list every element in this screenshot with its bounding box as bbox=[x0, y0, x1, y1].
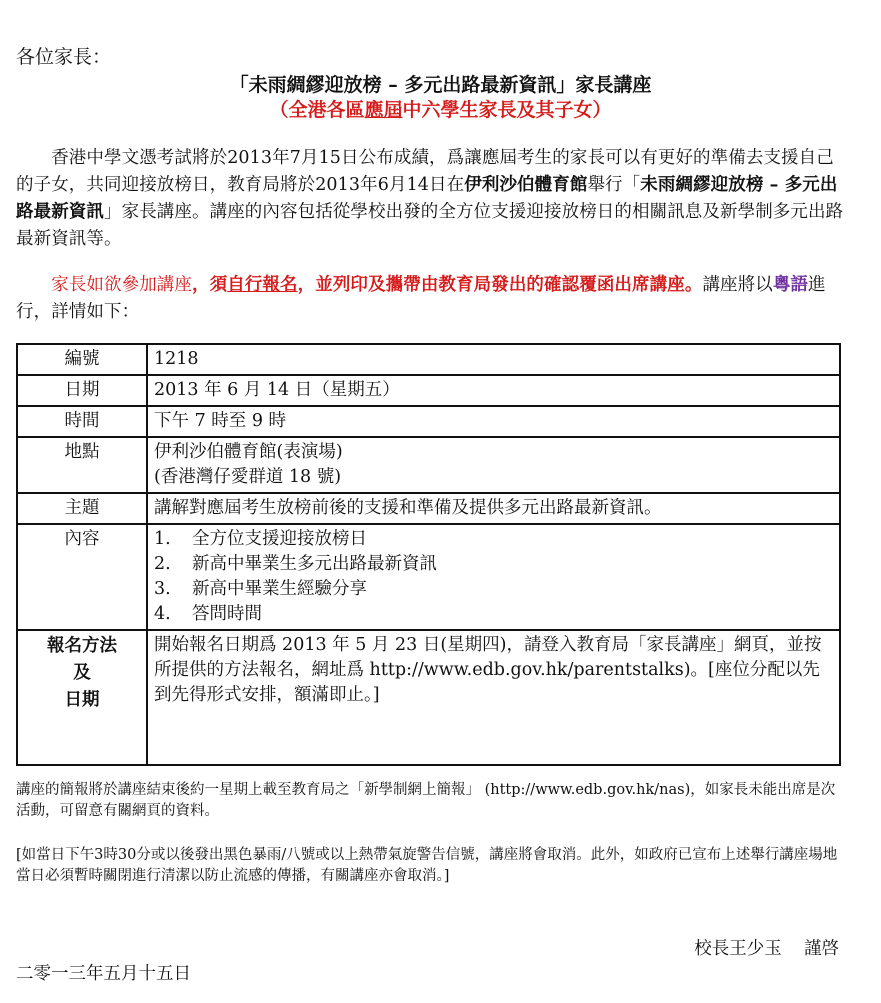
registration-label-line-3: 日期 bbox=[64, 690, 100, 710]
intro-talk-name: 未雨綢繆迎放榜 – 多元出路最新資訊 bbox=[16, 175, 838, 222]
number-label: 編號 bbox=[17, 344, 147, 375]
topic-label: 主題 bbox=[17, 493, 147, 524]
venue-line-1: 伊利沙伯體育館(表演場) bbox=[154, 442, 343, 462]
time-value: 下午 7 時至 9 時 bbox=[147, 406, 840, 437]
list-item bbox=[154, 602, 833, 627]
table-row bbox=[17, 406, 840, 437]
list-item-number: 1. bbox=[154, 529, 171, 549]
presentation-note: 講座的簡報將於講座結束後約一星期上載至教育局之「新學制網上簡報」 (http://www.edb.gov.hk/nas)，如家長未能出席是次活動，可留意有關網頁的資料。 bbox=[16, 782, 836, 819]
subtitle-suffix: 中六學生家長及其子女） bbox=[402, 99, 612, 121]
venue-label: 地點 bbox=[17, 437, 147, 493]
topic-value: 講解對應屆考生放榜前後的支援和準備及提供多元出路最新資訊。 bbox=[147, 493, 840, 524]
registration-label-line-1: 報名方法 bbox=[47, 636, 117, 656]
table-row bbox=[17, 524, 840, 630]
list-item-text: 答問時間 bbox=[192, 604, 262, 624]
table-row bbox=[17, 630, 840, 765]
talk-subtitle bbox=[0, 95, 881, 122]
list-item bbox=[154, 552, 833, 577]
list-item-number: 3. bbox=[154, 579, 171, 599]
subtitle-underlined: 應屆 bbox=[364, 99, 403, 121]
table-row bbox=[17, 437, 840, 493]
list-item-number: 4. bbox=[154, 604, 171, 624]
date-value: 2013 年 6 月 14 日（星期五） bbox=[147, 375, 840, 406]
venue-value bbox=[147, 437, 840, 493]
time-label: 時間 bbox=[17, 406, 147, 437]
subtitle-prefix: （全港各區 bbox=[269, 99, 365, 121]
intro-text-b: 舉行「 bbox=[587, 175, 641, 195]
notice-language: 粵語 bbox=[772, 275, 809, 295]
talk-details-table bbox=[16, 343, 841, 766]
intro-venue: 伊利沙伯體育館 bbox=[464, 175, 588, 195]
notice-paragraph bbox=[16, 272, 844, 326]
notice-register-yourself: 自行報名 bbox=[227, 275, 298, 295]
letter-date: 二零一三年五月十五日 bbox=[16, 964, 191, 984]
list-item bbox=[154, 527, 833, 552]
notice-red-bold-b: ，並列印及攜帶由教育局發出的確認覆函出席講座。 bbox=[297, 275, 703, 295]
signature-line: 校長王少玉 謹啓 bbox=[694, 939, 839, 959]
list-item-text: 新高中畢業生經驗分享 bbox=[192, 579, 367, 599]
content-value bbox=[147, 524, 840, 630]
list-item bbox=[154, 577, 833, 602]
date-label: 日期 bbox=[17, 375, 147, 406]
number-value: 1218 bbox=[147, 344, 840, 375]
table-row bbox=[17, 493, 840, 524]
intro-text-a: 香港中學文憑考試將於2013年7月15日公布成績，爲讓應屆考生的家長可以有更好的準備去支援自己的子女，共同迎接放榜日，教育局將於2013年6月14日在 bbox=[16, 148, 834, 195]
intro-paragraph bbox=[16, 145, 844, 253]
notice-red-bold-a: ，須 bbox=[192, 275, 228, 295]
table-row bbox=[17, 375, 840, 406]
registration-label-line-2: 及 bbox=[73, 663, 91, 683]
notice-red-plain: 家長如欲參加講座 bbox=[51, 275, 193, 295]
list-item-text: 全方位支援迎接放榜日 bbox=[192, 529, 367, 549]
notice-text-a: 講座將以 bbox=[702, 275, 773, 295]
content-label: 內容 bbox=[17, 524, 147, 630]
list-item-text: 新高中畢業生多元出路最新資訊 bbox=[192, 554, 437, 574]
notice-text-b: 進行，詳情如下： bbox=[16, 275, 826, 322]
salutation: 各位家長： bbox=[16, 46, 112, 68]
registration-label bbox=[17, 630, 147, 765]
talk-title: 「未雨綢繆迎放榜 – 多元出路最新資訊」家長講座 bbox=[229, 74, 652, 96]
venue-line-2: (香港灣仔愛群道 18 號) bbox=[154, 467, 342, 487]
registration-value: 開始報名日期爲 2013 年 5 月 23 日(星期四)，請登入教育局「家長講座」網頁，並按所提供的方法報名，網址爲 http://www.edb.gov.hk/parentstalks)。[座位分配以先到先得形式安排，額滿即止。] bbox=[147, 630, 840, 765]
list-item-number: 2. bbox=[154, 554, 171, 574]
table-row bbox=[17, 344, 840, 375]
cancellation-note: [如當日下午3時30分或以後發出黑色暴雨/八號或以上熱帶氣旋警告信號，講座將會取消。此外，如政府已宣布上述舉行講座場地當日必須暫時關閉進行清潔以防止流感的傳播，有關講座亦會取消。] bbox=[16, 847, 838, 884]
intro-text-c: 」家長講座。講座的內容包括從學校出發的全方位支援迎接放榜日的相關訊息及新學制多元出路最新資訊等。 bbox=[16, 202, 844, 249]
